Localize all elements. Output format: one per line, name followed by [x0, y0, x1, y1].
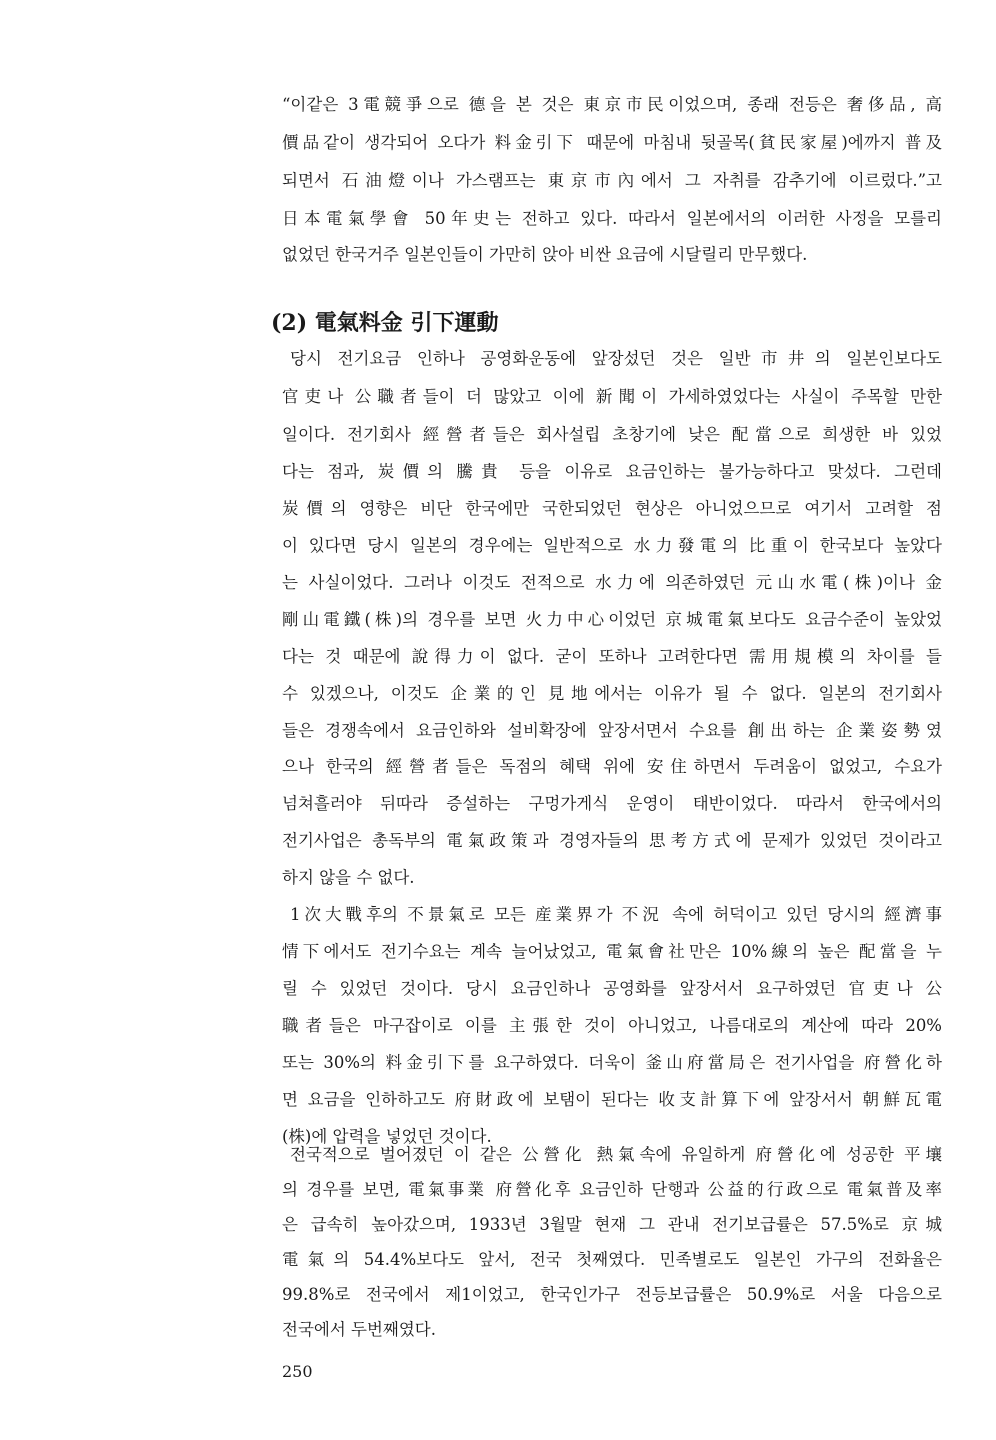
paragraph4-line: 電氣의 54.4%보다도 앞서, 전국 첫째였다. 민족별로도 일본인 가구의 전화율은 — [282, 1250, 942, 1269]
paragraph1-line: 되면서 石油燈이나 가스램프는 東京市內에서 그 자취를 감추기에 이르렀다.”고 — [282, 171, 942, 190]
paragraph2-line: 하지 않을 수 없다. — [282, 868, 415, 887]
paragraph3-line: 또는 30%의 料金引下를 요구하였다. 더욱이 釜山府當局은 전기사업을 府營化하 — [282, 1053, 942, 1072]
paragraph3-line: (株)에 압력을 넣었던 것이다. — [282, 1127, 492, 1146]
paragraph3-line: 릴 수 있었던 것이다. 당시 요금인하나 공영화를 앞장서서 요구하였던 官吏나 公 — [282, 979, 942, 998]
paragraph2-line: 수 있겠으나, 이것도 企業的인 見地에서는 이유가 될 수 없다. 일본의 전기회사 — [282, 684, 942, 703]
paragraph2-line: 넘쳐흘러야 뒤따라 증설하는 구멍가게식 운영이 태반이었다. 따라서 한국에서의 — [282, 794, 942, 813]
paragraph4-line: 전국에서 두번째였다. — [282, 1320, 436, 1339]
paragraph2-line: 官吏나 公職者들이 더 많았고 이에 新聞이 가세하였었다는 사실이 주목할 만한 — [282, 387, 942, 406]
paragraph2-line: 당시 전기요금 인하나 공영화운동에 앞장섰던 것은 일반市井의 일본인보다도 — [290, 349, 942, 368]
paragraph2-line: 들은 경쟁속에서 요금인하와 설비확장에 앞장서면서 수요를 創出하는 企業姿勢였 — [282, 721, 942, 740]
paragraph3-line: 면 요금을 인하하고도 府財政에 보탬이 된다는 收支計算下에 앞장서서 朝鮮瓦電 — [282, 1090, 942, 1109]
paragraph3-line: 職者들은 마구잡이로 이를 主張한 것이 아니었고, 나름대로의 계산에 따라 20% — [282, 1016, 942, 1035]
paragraph2-line: 다는 점과, 炭價의 騰貴 등을 이유로 요금인하는 불가능하다고 맞섰다. 그런데 — [282, 462, 942, 481]
paragraph2-line: 으나 한국의 經營者들은 독점의 혜택 위에 安住하면서 두려움이 없었고, 수요가 — [282, 757, 942, 776]
paragraph2-line: 剛山電鐵(株)의 경우를 보면 火力中心이었던 京城電氣보다도 요금수준이 높았었 — [282, 610, 942, 629]
paragraph1-line: 日本電氣學會 50年史는 전하고 있다. 따라서 일본에서의 이러한 사정을 모를리 — [282, 209, 942, 228]
paragraph2-line: 다는 것 때문에 說得力이 없다. 굳이 또하나 고려한다면 需用規模의 차이를 들 — [282, 647, 942, 666]
section-heading: (2) 電氣料金 引下運動 — [271, 310, 499, 336]
paragraph1-line: 없었던 한국거주 일본인들이 가만히 앉아 비싼 요금에 시달릴리 만무했다. — [282, 245, 808, 264]
paragraph4-line: 은 급속히 높아갔으며, 1933년 3월말 현재 그 관내 전기보급률은 57.5%로 京城 — [282, 1215, 942, 1234]
paragraph2-line: 일이다. 전기회사 經營者들은 회사설립 초창기에 낮은 配當으로 희생한 바 있었 — [282, 425, 942, 444]
paragraph4-line: 99.8%로 전국에서 제1이었고, 한국인가구 전등보급률은 50.9%로 서울 다음으로 — [282, 1285, 942, 1304]
paragraph4-line: 전국적으로 벌어졌던 이 같은 公營化 熱氣속에 유일하게 府營化에 성공한 平壤 — [290, 1145, 942, 1164]
paragraph3-line: 情下에서도 전기수요는 계속 늘어났었고, 電氣會社만은 10%線의 높은 配當을 누 — [282, 942, 942, 961]
page-number: 250 — [282, 1362, 313, 1381]
paragraph1-line: 價品같이 생각되어 오다가 料金引下 때문에 마침내 뒷골목(貧民家屋)에까지 普及 — [282, 133, 942, 152]
paragraph2-line: 는 사실이었다. 그러나 이것도 전적으로 水力에 의존하였던 元山水電(株)이나 金 — [282, 573, 942, 592]
paragraph2-line: 炭價의 영향은 비단 한국에만 국한되었던 현상은 아니었으므로 여기서 고려할 점 — [282, 499, 942, 518]
paragraph2-line: 전기사업은 총독부의 電氣政策과 경영자들의 思考方式에 문제가 있었던 것이라고 — [282, 831, 942, 850]
paragraph3-line: 1次大戰후의 不景氣로 모든 産業界가 不況 속에 허덕이고 있던 당시의 經濟事 — [290, 905, 942, 924]
paragraph2-line: 이 있다면 당시 일본의 경우에는 일반적으로 水力發電의 比重이 한국보다 높았다 — [282, 536, 942, 555]
paragraph1-line: “이같은 3電競爭으로 德을 본 것은 東京市民이었으며, 종래 전등은 奢侈品, 高 — [282, 95, 942, 114]
paragraph4-line: 의 경우를 보면, 電氣事業 府營化후 요금인하 단행과 公益的行政으로 電氣普及率 — [282, 1180, 942, 1199]
